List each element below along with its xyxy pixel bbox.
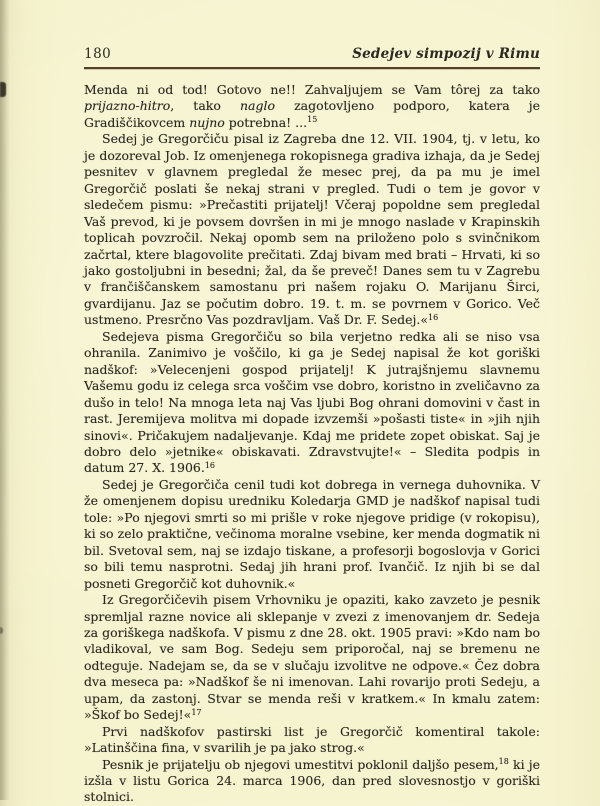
paragraph: Menda ni od tod! Gotovo ne!! Zahvaljujem se Vam tôrej za tako prijazno-hitro, tako naglo zagotovljeno podporo, katera je Gradiščikovcem nujno potrebna! ...$^{15}$ bbox=[84, 82, 540, 130]
running-header bbox=[84, 46, 540, 69]
scan-artifact bbox=[0, 627, 3, 634]
page-content bbox=[84, 46, 540, 806]
footnote-ref: 18 bbox=[498, 757, 509, 767]
running-header-title: Sedejev simpozij v Rimu bbox=[352, 46, 540, 62]
footnote-ref: 17 bbox=[191, 707, 202, 717]
paragraph: Sedejeva pisma Gregorčiču so bila verjetno redka ali se niso vsa ohranila. Zanimivo je voščilo, ki ga je Sedej napisal že kot goriški nadškof: »Velecenjeni gospod prijatelj! K jutrajšnjemu slavnemu Vašemu godu iz celega srca voščim vse dobro, koristno in zveličavno za dušo in telo! Na mnoga leta naj Vas ljubi Bog ohrani domovini v čast in rast. Jeremijeva molitva mi dopade izvzemši »pošasti tiste« in »jih njih sinovi«. Pričakujem nadaljevanje. Kdaj me pridete zopet obiskat. Saj je dobro delo »jetnike« obiskavati. Zdravstvujte!« – Sledita podpis in datum 27. X. 1906.16 bbox=[84, 328, 540, 476]
footnote-ref: 16 bbox=[428, 312, 439, 322]
scan-artifact bbox=[0, 82, 6, 97]
page-number: 180 bbox=[84, 46, 112, 62]
paragraph: Sedej je Gregorčiču pisal iz Zagreba dne 12. VII. 1904, tj. v letu, ko je dozoreval Job. Iz omenjenega rokopisnega gradiva izhaja, da je Sedej pesnitev v glavnem pregledal že mesec prej, da pa mu je imel Gregorčič poslati še nekaj strani v pregled. Tudi o tem je govor v sledečem pismu: »Prečastiti prijatelj! Včeraj popoldne sem pregledal Vaš prevod, ki je povsem dovršen in mi je mnogo naslade v Krapinskih toplicah povzročil. Nekaj opomb sem na priloženo polo s svinčnikom začrtal, ktere blagovolite prečitati. Zdaj bivam med brati – Hrvati, ki so jako gostoljubni in besedni; žal, da še preveč! Danes sem tu v Zagrebu v frančiščanskem samostanu pri našem rojaku O. Marijanu Širci, gvardijanu. Jaz se počutim dobro. 19. t. m. se povrnem v Gorico. Več ustmeno. Presrčno Vas pozdravljam. Vaš Dr. F. Sedej.«$^{16}$ bbox=[84, 131, 540, 328]
paragraph: Pesnik je prijatelju ob njegovi umestitvi poklonil daljšo pesem,$^{18}$ ki je izšla v listu Gorica 24. marca 1906, dan pred slovesnostjo v goriški stolnici. bbox=[84, 756, 540, 805]
footnote-ref: 16 bbox=[204, 460, 216, 470]
gutter-shadow bbox=[0, 0, 10, 800]
paragraph: Prvi nadškofov pastirski list je Gregorčič komentiral takole: »Latinščina fina, v svarilih je pa jako strog.« bbox=[84, 723, 540, 756]
paragraph: Iz Gregorčičevih pisem Vrhovniku je opaziti, kako zavzeto je pesnik spremljal razne novice ali sklepanje v zvezi z imenovanjem dr. Sedeja za goriškega nadškofa. V pismu z dne 28. okt. 1905 pravi: »Kdo nam bo vladikoval, ve sam Bog. Sedeju sem priporočal, naj se bremenu ne odteguje. Nadejam se, da se v slučaju izvolitve ne odpove.« Čez dobra dva meseca pa: »Nadškof še ni imenovan. Lahi rovarijo proti Sedeju, a upam, da zastonj. Stvar se menda reši v kratkem.« In kmalu zatem: »Škof bo Sedej!«$^{17}$ bbox=[84, 592, 540, 723]
footnote-ref: 15 bbox=[307, 115, 318, 125]
page-body bbox=[84, 82, 540, 806]
paragraph: Sedej je Gregorčiča cenil tudi kot dobrega in vernega duhovnika. V že omenjenem dopisu uredniku Koledarja GMD je nadškof napisal tudi tole: »Po njegovi smrti so mi prišle v roke njegove pridige (v rokopisu), ki so zelo praktične, večinoma moralne vsebine, ker menda dogmatik ni bil. Svetoval sem, naj se izdajo tiskane, a profesorji bogoslovja v Gorici so bili temu nasprotni. Sedaj jih hrani prof. Ivančič. Iz njih bi se dal posneti Gregorčič kot duhovnik.« bbox=[84, 476, 540, 591]
